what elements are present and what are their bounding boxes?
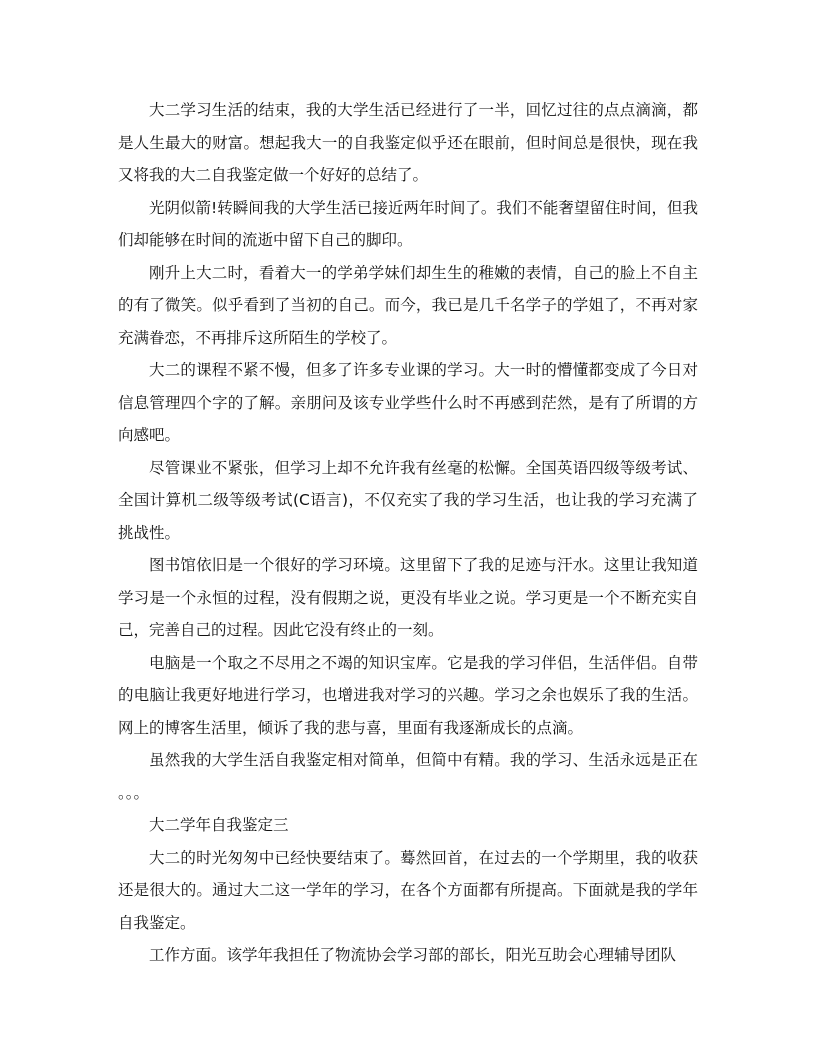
paragraph-4: 大二的课程不紧不慢，但多了许多专业课的学习。大一时的懵懂都变成了今日对信息管理四个字的了解。亲朋问及该专业学些什么时不再感到茫然，是有了所谓的方向感吧。 — [118, 361, 698, 444]
paragraph-6: 图书馆依旧是一个很好的学习环境。这里留下了我的足迹与汗水。这里让我知道学习是一个永恒的过程，没有假期之说，更没有毕业之说。学习更是一个不断充实自己，完善自己的过程。因此它没有终止的一刻。 — [118, 556, 698, 639]
paragraph-8: 虽然我的大学生活自我鉴定相对简单，但简中有精。我的学习、生活永远是正在。。。 — [118, 751, 698, 802]
document-body — [118, 94, 698, 972]
paragraph-2: 光阴似箭!转瞬间我的大学生活已接近两年时间了。我们不能奢望留住时间，但我们却能够在时间的流逝中留下自己的脚印。 — [118, 198, 698, 249]
paragraph-1: 大二学习生活的结束，我的大学生活已经进行了一半，回忆过往的点点滴滴，都是人生最大的财富。想起我大一的自我鉴定似乎还在眼前，但时间总是很快，现在我又将我的大二自我鉴定做一个好好的总结了。 — [118, 101, 698, 184]
paragraph-3: 刚升上大二时，看着大一的学弟学妹们却生生的稚嫩的表情，自己的脸上不自主的有了微笑。似乎看到了当初的自己。而今，我已是几千名学子的学姐了，不再对家充满眷恋，不再排斥这所陌生的学校了。 — [118, 263, 698, 347]
section-heading: 大二学年自我鉴定三 — [149, 816, 289, 834]
paragraph-7: 电脑是一个取之不尽用之不竭的知识宝库。它是我的学习伴侣，生活伴侣。自带的电脑让我更好地进行学习，也增进我对学习的兴趣。学习之余也娱乐了我的生活。网上的博客生活里，倾诉了我的悲与喜，里面有我逐渐成长的点滴。 — [118, 653, 698, 737]
paragraph-9: 大二的时光匆匆中已经快要结束了。蓦然回首，在过去的一个学期里，我的收获还是很大的。通过大二这一学年的学习，在各个方面都有所提高。下面就是我的学年自我鉴定。 — [118, 848, 698, 932]
paragraph-10: 工作方面。该学年我担任了物流协会学习部的部长，阳光互助会心理辅导团队 — [149, 946, 677, 964]
paragraph-5: 尽管课业不紧张，但学习上却不允许我有丝毫的松懈。全国英语四级等级考试、全国计算机二级等级考试(C语言)，不仅充实了我的学习生活，也让我的学习充满了挑战性。 — [118, 458, 698, 542]
